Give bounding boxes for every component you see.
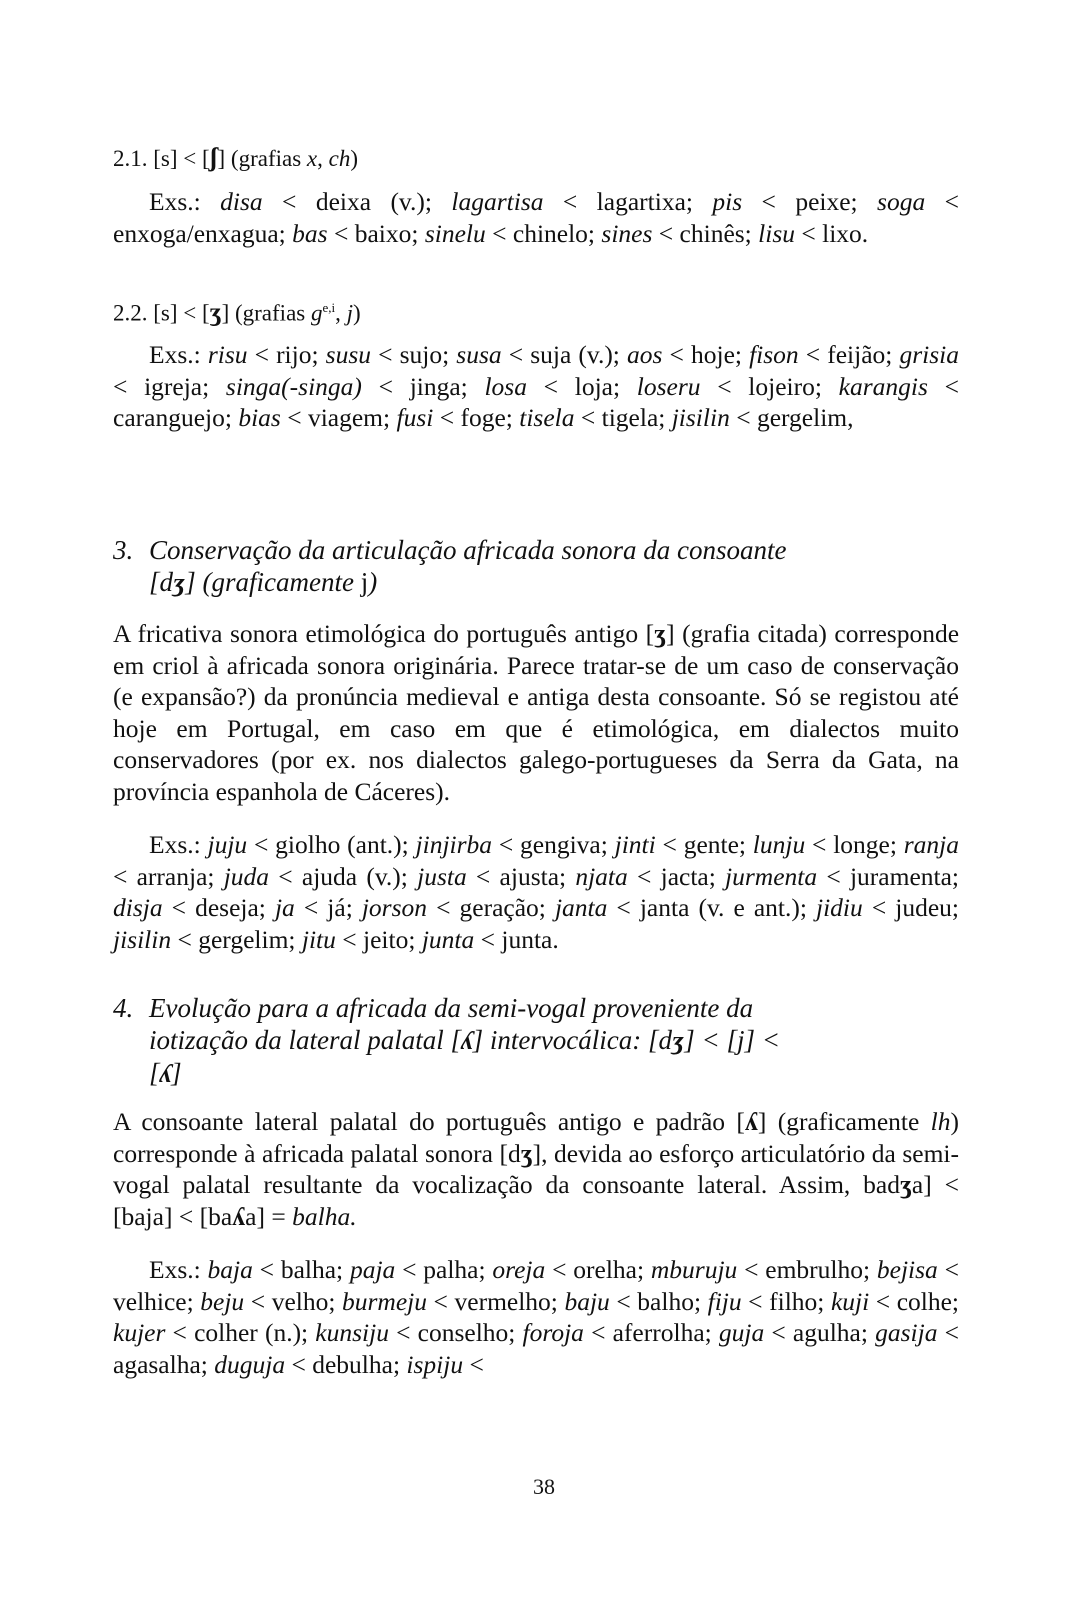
italic-term: jorson — [361, 893, 428, 922]
section-2-1-examples — [113, 186, 959, 249]
italic-term: kujer — [113, 1318, 166, 1347]
phonetic-symbol: ʎ — [232, 1201, 246, 1231]
text-run: < longe; — [805, 830, 904, 859]
text-run: A consoante lateral palatal do português antigo e padrão [ — [113, 1107, 745, 1136]
examples-paragraph — [113, 339, 959, 434]
text-run: < geração; — [427, 893, 555, 922]
italic-term: losa — [484, 371, 527, 401]
text-run: ], devida ao esforço articulatório da semi-vogal palatal resultante da vocalização da consoante lateral. Assim, bad — [113, 1138, 959, 1199]
text-run: < giolho (ant.); — [247, 830, 416, 859]
italic-term: fiju — [707, 1286, 742, 1316]
italic-term: duguja — [214, 1349, 286, 1379]
text-run: Exs.: — [149, 1255, 208, 1284]
text-run: < tigela; — [574, 403, 672, 432]
section-title: j — [360, 567, 369, 597]
text-run: < deixa (v.); — [262, 187, 452, 216]
text-run: < orelha; — [545, 1255, 651, 1284]
text-run: < jinga; — [361, 371, 485, 401]
italic-term: lisu — [758, 218, 795, 248]
italic-term: disa — [220, 187, 263, 216]
section-3-body — [113, 618, 959, 807]
examples-paragraph — [113, 186, 959, 249]
section-4-examples — [113, 1254, 959, 1380]
italic-term: paja — [349, 1255, 396, 1284]
text-run: < agasalha; — [113, 1318, 959, 1379]
text-run: < rijo; — [247, 340, 326, 369]
italic-term: baja — [207, 1255, 253, 1284]
section-4-heading — [113, 992, 959, 1090]
body-paragraph — [113, 618, 959, 807]
italic-term: bas — [292, 218, 328, 248]
text-run: Exs.: — [149, 340, 208, 369]
text-run: Exs.: — [149, 830, 208, 859]
phonetic-symbol: ʒ — [900, 1170, 912, 1199]
text-run: < balho; — [609, 1286, 708, 1316]
italic-term: janta — [554, 893, 608, 922]
text-run: ) corresponde à africada palatal sonora [d — [113, 1107, 960, 1168]
italic-term: sinelu — [424, 218, 486, 248]
examples-paragraph — [113, 829, 959, 955]
text-run: < palha; — [395, 1255, 493, 1284]
italic-term: mburuju — [650, 1255, 738, 1284]
italic-term: susa — [456, 340, 502, 369]
text-run: < já; — [294, 893, 362, 922]
text-run: < janta (v. e ant.); — [607, 893, 817, 922]
italic-term: bias — [238, 403, 281, 432]
italic-term: jinti — [614, 830, 656, 859]
text-run: < agulha; — [764, 1318, 876, 1347]
italic-term: baju — [564, 1286, 610, 1316]
italic-term: bejisa — [876, 1255, 938, 1284]
italic-term: fison — [749, 340, 799, 369]
text-run: < colher (n.); — [165, 1318, 316, 1347]
section-title: [ — [149, 1058, 160, 1088]
heading-text: ] (grafias — [221, 300, 311, 326]
section-title: [d — [149, 567, 174, 597]
text-run: < colhe; — [869, 1286, 959, 1316]
section-4-body — [113, 1106, 959, 1232]
text-run: < viagem; — [280, 403, 397, 432]
section-2-1-heading — [113, 142, 959, 174]
section-2-2-examples — [113, 339, 959, 434]
italic-term: jurmenta — [725, 861, 818, 891]
heading-text: 2.2. [s] < [ — [113, 300, 210, 326]
phonetic-symbol: ʒ — [520, 1138, 533, 1168]
section-title: ] intervocálica: [d — [472, 1025, 673, 1055]
text-run: a] < [baja] < [ba — [113, 1170, 959, 1231]
section-number: 3. — [113, 535, 134, 565]
section-number: 4. — [113, 993, 134, 1023]
text-run: < balha; — [252, 1255, 350, 1284]
text-run: < suja (v.); — [501, 340, 627, 369]
text-run: < velho; — [244, 1286, 342, 1316]
italic-term: fusi — [396, 403, 434, 432]
heading-text: j — [346, 300, 354, 326]
section-title: iotização da lateral palatal [ — [149, 1025, 462, 1055]
text-run: < jeito; — [335, 924, 422, 954]
italic-term: soga — [877, 187, 926, 216]
body-paragraph — [113, 1106, 959, 1232]
text-run: < gergelim; — [171, 924, 302, 954]
italic-term: burmeju — [342, 1286, 427, 1316]
italic-term: juda — [223, 861, 270, 891]
italic-term: kuji — [830, 1286, 870, 1316]
italic-term: loseru — [636, 371, 701, 401]
phonetic-symbol: ʃ — [209, 143, 218, 172]
text-run: < judeu; — [862, 893, 960, 922]
italic-term: grisia — [899, 340, 959, 369]
text-run: < lixo. — [795, 218, 869, 248]
text-run: < peixe; — [742, 187, 878, 216]
phonetic-symbol: ʎ — [744, 1107, 758, 1136]
page-number: 38 — [533, 1474, 555, 1499]
text-run: < filho; — [741, 1286, 831, 1316]
italic-term: foroja — [522, 1318, 584, 1347]
heading-text: x — [306, 146, 318, 171]
italic-term: singa(-singa) — [225, 371, 362, 401]
italic-term: pis — [712, 187, 743, 216]
italic-term: balha. — [292, 1201, 357, 1231]
italic-term: ranja — [903, 830, 959, 859]
heading-text: , — [317, 146, 329, 171]
text-run: < conselho; — [388, 1318, 523, 1347]
phonetic-symbol: ʒ — [173, 568, 186, 597]
text-run: < chinelo; — [485, 218, 602, 248]
text-run: < embrulho; — [737, 1255, 877, 1284]
heading-text: ) — [350, 146, 359, 171]
text-run: < gente; — [655, 830, 753, 859]
italic-term: jitu — [301, 924, 336, 954]
text-run: ] (graficamente — [757, 1107, 931, 1136]
text-run: < velhice; — [113, 1255, 959, 1316]
section-title: ] — [171, 1058, 182, 1088]
italic-term: jisilin — [671, 403, 730, 432]
section-3-heading — [113, 534, 959, 599]
heading-text: g — [310, 300, 323, 326]
text-run: < loja; — [526, 371, 637, 401]
text-run: < debulha; — [285, 1349, 407, 1379]
phonetic-symbol: ʒ — [672, 1026, 685, 1055]
phonetic-symbol: ʒ — [209, 297, 222, 327]
text-run: ] (grafia citada) corresponde em criol à africada sonora originária. Parece tratar-se de um caso de conservação (e expansão?) da pronúncia medieval e antiga desta consoante. Só se registou até hoje em Portugal, em caso em que é etimológica, em dialectos muito conservadores (por ex. nos dialectos galego-portugueses da Serra da Gata, na província espanhola de Cáceres). — [113, 619, 960, 806]
text-run: < ajuda (v.); — [269, 861, 418, 891]
section-title: ) — [368, 567, 378, 597]
text-run: < hoje; — [662, 340, 750, 369]
italic-term: ispiju — [406, 1349, 464, 1379]
italic-term: kunsiju — [315, 1318, 389, 1347]
section-3-examples — [113, 829, 959, 955]
italic-term: ja — [274, 893, 295, 922]
examples-paragraph — [113, 1254, 959, 1380]
italic-term: guja — [718, 1318, 765, 1347]
italic-term: aos — [626, 340, 663, 369]
text-run: < baixo; — [327, 218, 425, 248]
heading-text: , — [335, 300, 347, 326]
text-run: < gergelim, — [729, 403, 854, 432]
heading-text: 2.1. [s] < [ — [113, 146, 210, 171]
heading-superscript: e,i — [322, 300, 336, 315]
heading-text: ] (grafias — [217, 146, 307, 171]
italic-term: tisela — [519, 403, 575, 432]
italic-term: jinjirba — [415, 830, 493, 859]
text-run: < enxoga/enxagua; — [113, 187, 960, 248]
phonetic-symbol: ʎ — [461, 1026, 473, 1055]
text-run: A fricativa sonora etimológica do português antigo [ — [113, 619, 655, 648]
section-title: ] < [j] < — [684, 1025, 781, 1055]
italic-term: njata — [575, 861, 628, 891]
section-title: Evolução para a africada da semi-vogal proveniente da — [149, 993, 754, 1023]
text-run: < feijão; — [798, 340, 900, 369]
italic-term: lh — [930, 1107, 951, 1136]
heading-text: ch — [328, 146, 351, 171]
text-run: Exs.: — [149, 187, 221, 216]
italic-term: jisilin — [113, 924, 172, 954]
italic-term: disja — [113, 893, 163, 922]
text-run: < sujo; — [371, 340, 457, 369]
italic-term: gasija — [875, 1318, 938, 1347]
italic-term: lunju — [752, 830, 806, 859]
text-run: < — [463, 1349, 484, 1379]
italic-term: oreja — [492, 1255, 546, 1284]
section-title: Conservação da articulação africada sonora da consoante — [149, 535, 787, 565]
text-run: < igreja; — [113, 371, 226, 401]
phonetic-symbol: ʎ — [159, 1059, 172, 1088]
italic-term: risu — [207, 340, 248, 369]
text-run: a] = — [245, 1201, 293, 1231]
text-run: < caranguejo; — [113, 371, 959, 432]
text-run: < arranja; — [113, 861, 224, 891]
phonetic-symbol: ʒ — [654, 619, 667, 648]
text-run: < vermelho; — [427, 1286, 565, 1316]
text-run: < deseja; — [162, 893, 275, 922]
text-run: < junta. — [474, 924, 559, 954]
text-run: < gengiva; — [492, 830, 615, 859]
italic-term: beju — [200, 1286, 245, 1316]
heading-text: ) — [353, 300, 361, 326]
section-title: ] (graficamente — [185, 567, 361, 597]
italic-term: juju — [207, 830, 248, 859]
text-run: < lagartixa; — [543, 187, 713, 216]
text-run: < juramenta; — [817, 861, 959, 891]
italic-term: susu — [325, 340, 372, 369]
text-run: < foge; — [433, 403, 520, 432]
section-2-2-heading — [113, 292, 959, 329]
italic-term: justa — [417, 861, 467, 891]
text-run: < aferrolha; — [583, 1318, 719, 1347]
italic-term: jidiu — [816, 893, 863, 922]
text-run: < jacta; — [627, 861, 726, 891]
italic-term: karangis — [838, 371, 928, 401]
text-run: < chinês; — [652, 218, 759, 248]
text-run: < ajusta; — [466, 861, 576, 891]
italic-term: lagartisa — [451, 187, 544, 216]
italic-term: junta — [421, 924, 475, 954]
text-run: < lojeiro; — [700, 371, 839, 401]
italic-term: sines — [601, 218, 653, 248]
